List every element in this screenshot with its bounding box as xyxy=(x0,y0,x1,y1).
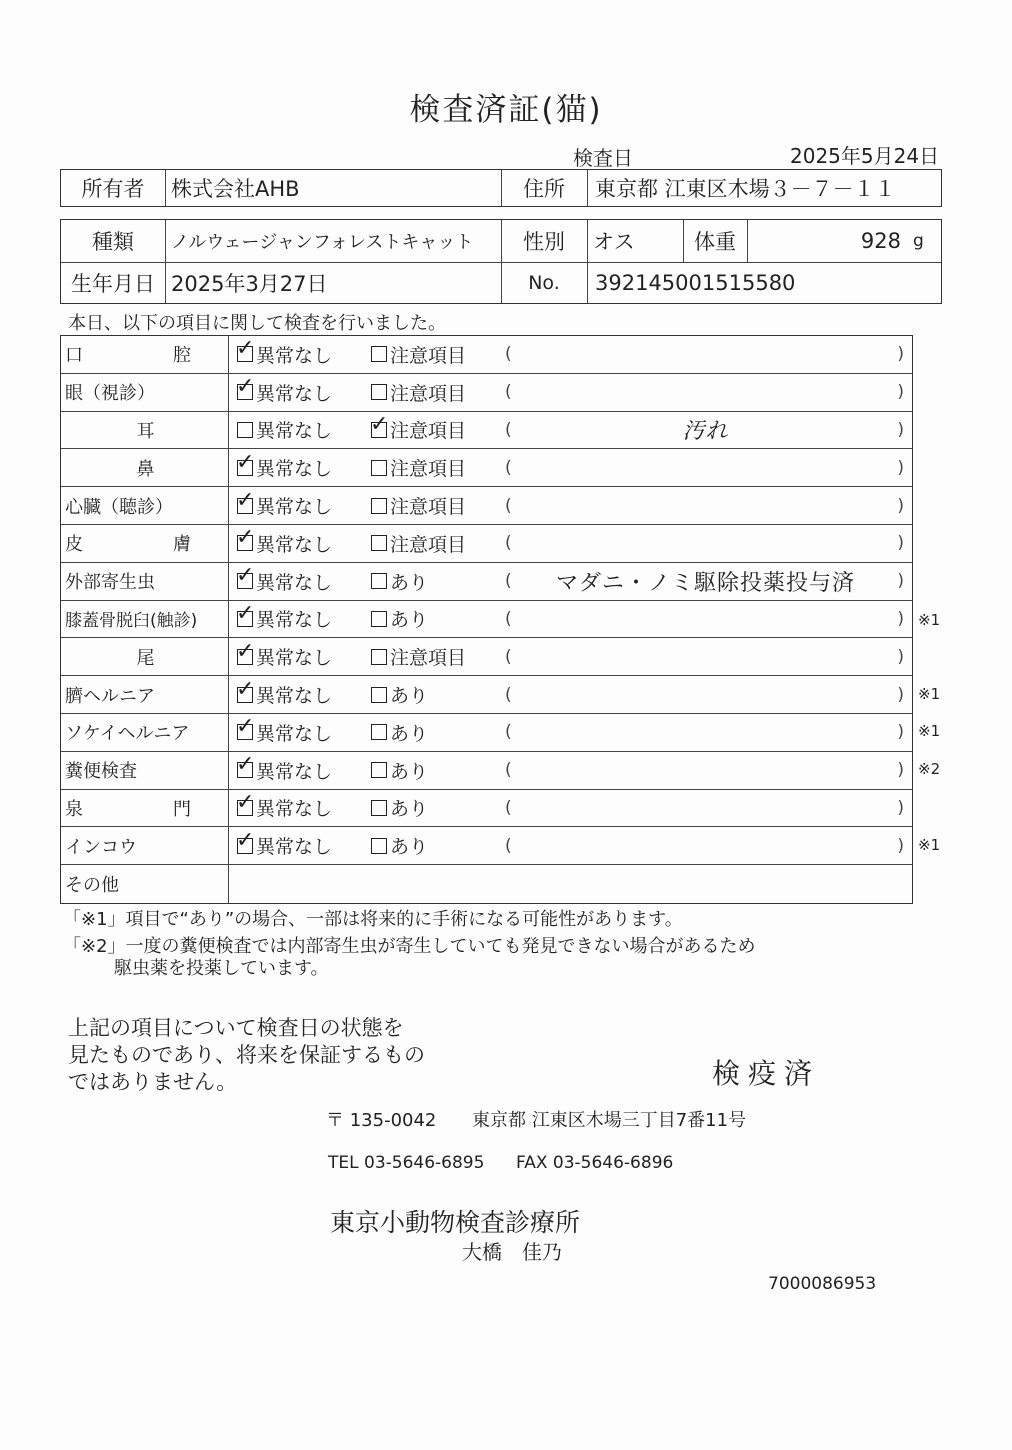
left-paren: ( xyxy=(505,382,512,403)
checkbox-normal xyxy=(236,487,255,514)
exam-row-label: 泉 門 xyxy=(61,790,229,827)
exam-note xyxy=(523,374,888,411)
exam-row xyxy=(61,714,912,752)
checkbox-concern xyxy=(370,411,389,438)
checkbox-present xyxy=(371,762,387,778)
breed-value: ノルウェージャンフォレストキャット xyxy=(171,232,474,253)
serial-number: 7000086953 xyxy=(768,1274,877,1294)
left-paren: ( xyxy=(505,646,512,667)
option-normal xyxy=(237,714,332,751)
option-present xyxy=(371,827,428,864)
right-paren: ) xyxy=(897,457,904,478)
exam-row-label: 尾 xyxy=(61,638,229,675)
checkbox-concern xyxy=(371,384,387,400)
owner-table xyxy=(60,169,942,207)
exam-note xyxy=(523,601,888,638)
option-concern xyxy=(371,638,466,675)
right-paren: ) xyxy=(897,495,904,516)
pet-table xyxy=(60,219,942,304)
footnote-marker: ※1 xyxy=(918,611,941,629)
exam-note xyxy=(523,638,888,675)
checkbox-normal xyxy=(236,374,255,400)
option-normal xyxy=(237,336,332,373)
left-paren: ( xyxy=(505,797,512,818)
weight-value: 928 xyxy=(860,229,901,253)
checkbox-present xyxy=(371,800,387,816)
exam-row-other xyxy=(61,865,912,903)
right-paren: ) xyxy=(897,646,904,667)
footnote-2-continued: 駆虫薬を投薬しています。 xyxy=(114,958,329,979)
exam-row-label: 耳 xyxy=(61,412,229,449)
exam-note xyxy=(523,487,888,524)
option-normal-label: 異常なし xyxy=(256,533,333,556)
option-present-label: あり xyxy=(390,571,429,594)
option-concern xyxy=(371,374,466,411)
clinic-address: 東京都 江東区木場三丁目7番11号 xyxy=(472,1110,747,1131)
exam-note xyxy=(523,336,888,373)
option-present-label: あり xyxy=(390,609,429,632)
checkbox-normal xyxy=(236,563,255,589)
check-mark-icon: ✓ xyxy=(236,336,255,362)
footnote-marker: ※2 xyxy=(918,760,941,778)
option-present-label: あり xyxy=(390,685,429,708)
option-normal-label: 異常なし xyxy=(256,382,333,405)
check-mark-icon: ✓ xyxy=(236,449,255,475)
option-normal-label: 異常なし xyxy=(256,420,333,443)
exam-row xyxy=(61,638,912,676)
exam-row-label: 眼（視診） xyxy=(61,374,229,411)
option-normal xyxy=(237,676,332,713)
checkbox-concern xyxy=(371,498,387,514)
right-paren: ) xyxy=(897,419,904,440)
footnote-2: 「※2」一度の糞便検査では内部寄生虫が寄生していても発見できない場合があるため xyxy=(63,936,756,957)
left-paren: ( xyxy=(505,571,512,592)
right-paren: ) xyxy=(897,760,904,781)
exam-row-label: 糞便検査 xyxy=(61,752,229,789)
checkbox-present xyxy=(371,687,387,703)
option-present xyxy=(371,601,428,638)
exam-row-label: ソケイヘルニア xyxy=(61,714,229,751)
option-present xyxy=(371,676,428,713)
option-concern-label: 注意項目 xyxy=(390,533,467,556)
doctor-name: 大橋 佳乃 xyxy=(462,1240,562,1264)
option-concern xyxy=(371,449,466,486)
sex-label: 性別 xyxy=(523,230,565,254)
footnote-marker: ※1 xyxy=(918,836,941,854)
left-paren: ( xyxy=(505,684,512,705)
option-concern-label: 注意項目 xyxy=(390,382,467,405)
option-concern-label: 注意項目 xyxy=(390,496,467,519)
document-title: 検査済証(猫) xyxy=(409,92,603,128)
option-present-label: あり xyxy=(390,722,429,745)
exam-row xyxy=(61,752,912,790)
exam-note xyxy=(523,790,888,827)
exam-row-label: 臍ヘルニア xyxy=(61,676,229,713)
exam-note: マダニ・ノミ駆除投薬投与済 xyxy=(555,570,855,596)
right-paren: ) xyxy=(897,722,904,743)
checkbox-present xyxy=(371,838,387,854)
option-concern xyxy=(371,412,466,449)
check-mark-icon: ✓ xyxy=(236,789,255,815)
option-normal xyxy=(237,412,332,449)
option-present xyxy=(371,790,428,827)
option-normal xyxy=(237,374,332,411)
option-present xyxy=(371,563,428,600)
option-normal xyxy=(237,827,332,864)
checkbox-normal xyxy=(236,525,255,551)
checkbox-concern xyxy=(371,460,387,476)
exam-row xyxy=(61,487,912,525)
exam-note xyxy=(523,676,888,713)
exam-row xyxy=(61,374,912,412)
right-paren: ) xyxy=(897,533,904,554)
option-concern xyxy=(371,525,466,562)
option-concern-label: 注意項目 xyxy=(390,647,467,670)
option-normal xyxy=(237,525,332,562)
exam-note xyxy=(523,714,888,751)
option-normal-label: 異常なし xyxy=(256,836,333,859)
checkbox-normal xyxy=(236,714,255,740)
left-paren: ( xyxy=(505,344,512,365)
option-normal xyxy=(237,638,332,675)
check-mark-icon: ✓ xyxy=(236,827,255,853)
checkbox-normal xyxy=(236,638,255,665)
option-concern xyxy=(371,336,466,373)
footnote-1: 「※1」項目で“あり”の場合、一部は将来的に手術になる可能性があります。 xyxy=(63,909,683,930)
exam-row xyxy=(61,563,912,601)
option-normal-label: 異常なし xyxy=(256,798,333,821)
clinic-fax: FAX 03-5646-6896 xyxy=(516,1153,674,1173)
exam-row xyxy=(61,449,912,487)
option-normal xyxy=(237,601,332,638)
left-paren: ( xyxy=(505,533,512,554)
owner-label: 所有者 xyxy=(81,177,145,201)
option-normal-label: 異常なし xyxy=(256,571,333,594)
dob-value: 2025年3月27日 xyxy=(171,271,328,296)
sex-value: オス xyxy=(593,230,635,254)
exam-checklist xyxy=(60,335,913,904)
exam-row-label: 口 腔 xyxy=(61,336,229,373)
option-present-label: あり xyxy=(390,836,429,859)
right-paren: ) xyxy=(897,344,904,365)
address-value: 東京都 江東区木場３－７－１１ xyxy=(595,177,896,201)
clinic-name: 東京小動物検査診療所 xyxy=(330,1208,581,1237)
weight-label: 体重 xyxy=(694,230,736,254)
check-mark-icon: ✓ xyxy=(236,487,255,513)
option-normal-label: 異常なし xyxy=(256,685,333,708)
option-normal xyxy=(237,790,332,827)
right-paren: ) xyxy=(897,571,904,592)
exam-row-label: 外部寄生虫 xyxy=(61,563,229,600)
right-paren: ) xyxy=(897,797,904,818)
check-mark-icon: ✓ xyxy=(236,563,255,589)
checkbox-concern xyxy=(371,346,387,362)
check-mark-icon: ✓ xyxy=(236,714,255,740)
intro-text: 本日、以下の項目に関して検査を行いました。 xyxy=(68,313,446,334)
option-normal-label: 異常なし xyxy=(256,496,333,519)
left-paren: ( xyxy=(505,608,512,629)
checkbox-present xyxy=(371,611,387,627)
footnote-marker: ※1 xyxy=(918,722,941,740)
exam-note xyxy=(523,827,888,864)
check-mark-icon: ✓ xyxy=(236,638,255,664)
breed-label: 種類 xyxy=(92,230,134,254)
postal-code: 〒 135-0042 xyxy=(326,1110,437,1131)
option-concern xyxy=(371,487,466,524)
exam-row xyxy=(61,601,912,639)
check-mark-icon: ✓ xyxy=(236,600,255,626)
exam-note-handwritten: 汚れ xyxy=(682,419,729,445)
exam-note xyxy=(523,525,888,562)
right-paren: ) xyxy=(897,608,904,629)
option-normal xyxy=(237,752,332,789)
exam-row xyxy=(61,827,912,865)
no-value: 392145001515580 xyxy=(595,270,796,295)
checkbox-normal xyxy=(236,676,255,703)
left-paren: ( xyxy=(505,495,512,516)
check-mark-icon: ✓ xyxy=(236,374,255,400)
exam-row xyxy=(61,412,912,450)
left-paren: ( xyxy=(505,419,512,440)
left-paren: ( xyxy=(505,760,512,781)
option-normal xyxy=(237,449,332,486)
exam-row-label: 心臓（聴診） xyxy=(61,487,229,524)
option-normal-label: 異常なし xyxy=(256,609,333,632)
right-paren: ) xyxy=(897,684,904,705)
checkbox-normal xyxy=(236,752,255,778)
left-paren: ( xyxy=(505,835,512,856)
option-present xyxy=(371,714,428,751)
disclaimer-line: ではありません。 xyxy=(68,1070,238,1094)
exam-row xyxy=(61,790,912,828)
exam-row xyxy=(61,525,912,563)
exam-row-label: 皮 膚 xyxy=(61,525,229,562)
checkbox-concern xyxy=(371,535,387,551)
footnote-marker: ※1 xyxy=(918,685,941,703)
option-concern-label: 注意項目 xyxy=(390,344,467,367)
checkbox-normal xyxy=(237,422,253,438)
option-concern-label: 注意項目 xyxy=(390,420,467,443)
other-label: その他 xyxy=(61,865,229,903)
checkbox-present xyxy=(371,724,387,740)
exam-row-label: 鼻 xyxy=(61,449,229,486)
option-normal-label: 異常なし xyxy=(256,458,333,481)
exam-note xyxy=(523,449,888,486)
checkbox-normal xyxy=(236,789,255,816)
check-mark-icon: ✓ xyxy=(236,676,255,702)
option-present-label: あり xyxy=(390,760,429,783)
option-concern-label: 注意項目 xyxy=(390,458,467,481)
checkbox-present xyxy=(371,573,387,589)
option-normal-label: 異常なし xyxy=(256,760,333,783)
exam-row-label: 膝蓋骨脱臼(触診) xyxy=(61,601,229,638)
quarantine-stamp: 検疫済 xyxy=(712,1057,821,1090)
checkbox-normal xyxy=(236,449,255,476)
option-normal xyxy=(237,487,332,524)
check-mark-icon: ✓ xyxy=(236,525,255,551)
left-paren: ( xyxy=(505,457,512,478)
exam-note xyxy=(523,752,888,789)
option-present-label: あり xyxy=(390,798,429,821)
right-paren: ) xyxy=(897,382,904,403)
right-paren: ) xyxy=(897,835,904,856)
option-present xyxy=(371,752,428,789)
disclaimer-line: 上記の項目について検査日の状態を xyxy=(68,1016,404,1040)
address-label: 住所 xyxy=(523,177,565,201)
check-mark-icon: ✓ xyxy=(370,411,389,437)
weight-unit: g xyxy=(913,231,924,251)
checkbox-normal xyxy=(236,336,255,362)
no-label: No. xyxy=(528,271,560,294)
check-mark-icon: ✓ xyxy=(236,752,255,778)
option-normal-label: 異常なし xyxy=(256,344,333,367)
disclaimer-line: 見たものであり、将来を保証するもの xyxy=(68,1043,425,1067)
exam-date-label: 検査日 xyxy=(573,146,633,170)
exam-row-label: インコウ xyxy=(61,827,229,864)
exam-row xyxy=(61,676,912,714)
left-paren: ( xyxy=(505,722,512,743)
dob-label: 生年月日 xyxy=(71,271,155,296)
exam-date-value: 2025年5月24日 xyxy=(790,144,940,168)
exam-row xyxy=(61,336,912,374)
clinic-tel: TEL 03-5646-6895 xyxy=(328,1153,485,1173)
checkbox-normal xyxy=(236,827,255,854)
option-normal-label: 異常なし xyxy=(256,722,333,745)
checkbox-concern xyxy=(371,649,387,665)
option-normal xyxy=(237,563,332,600)
owner-value: 株式会社AHB xyxy=(171,177,300,201)
option-normal-label: 異常なし xyxy=(256,647,333,670)
checkbox-normal xyxy=(236,600,255,627)
